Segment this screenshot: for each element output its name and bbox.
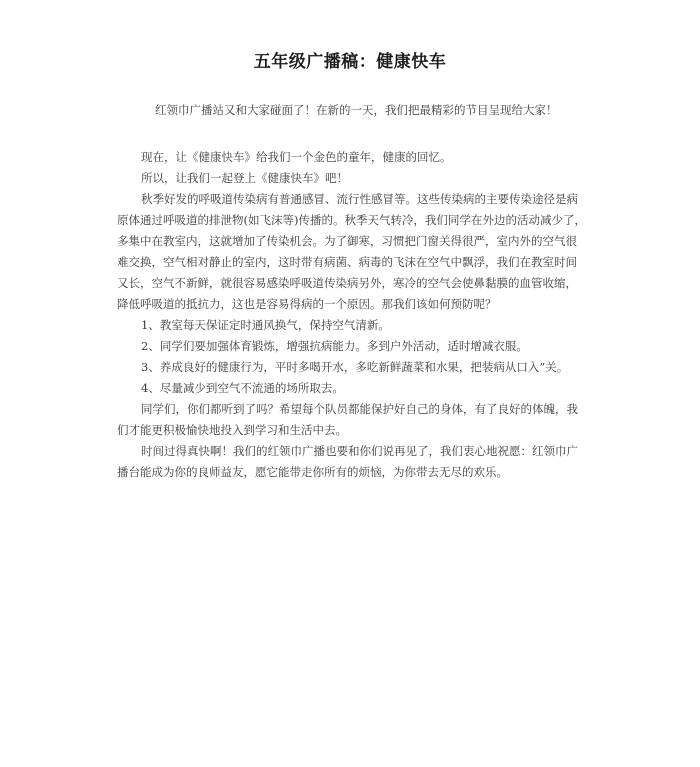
list-item: 2、同学们要加强体育锻炼，增强抗病能力。多到户外活动，适时增减衣服。 <box>141 339 528 353</box>
document-title: 五年级广播稿：健康快车 <box>253 52 447 72</box>
paragraph: 时间过得真快啊！我们的红领巾广播也要和你们说再见了，我们衷心地祝愿：红领巾广播台能成为你的良师益友，愿它能带走你所有的烦恼，为你带去无尽的欢乐。 <box>117 444 578 479</box>
list-item: 4、尽量减少到空气不流通的场所取去。 <box>141 381 344 395</box>
paragraph: 所以，让我们一起登上《健康快车》吧！ <box>141 171 348 185</box>
list-item: 1、教室每天保证定时通风换气，保持空气清新。 <box>141 318 390 332</box>
list-item: 3、养成良好的健康行为，平时多喝开水，多吃新鲜蔬菜和水果，把装病从口入”关。 <box>141 360 569 374</box>
paragraph: 秋季好发的呼吸道传染病有普通感冒、流行性感冒等。这些传染病的主要传染途径是病原体通过呼吸道的排泄物(如飞沫等)传播的。秋季天气转冷，我们同学在外边的活动减少了，多集中在教室内，这就增加了传染机会。为了御寒，习惯把门窗关得很严，室内外的空气很难交换，空气相对静止的室内，这时带有病菌、病毒的飞沫在空气中飘浮，我们在教室时间又长，空气不新鲜，就很容易感染呼吸道传染病另外，寒冷的空气会使鼻黏膜的血管收缩，降低呼吸道的抵抗力，这也是容易得病的一个原因。那我们该如何预防呢？ <box>117 192 586 311</box>
document-body <box>117 100 587 483</box>
paragraph: 现在，让《健康快车》给我们一个金色的童年，健康的回忆。 <box>141 150 452 164</box>
paragraph: 同学们，你们都听到了吗？希望每个队员都能保护好自己的身体，有了良好的体魄，我们才能更积极愉快地投入到学习和生活中去。 <box>117 402 578 437</box>
paragraph-intro: 红领巾广播站又和大家碰面了！在新的一天，我们把最精彩的节目呈现给大家！ <box>155 103 558 117</box>
